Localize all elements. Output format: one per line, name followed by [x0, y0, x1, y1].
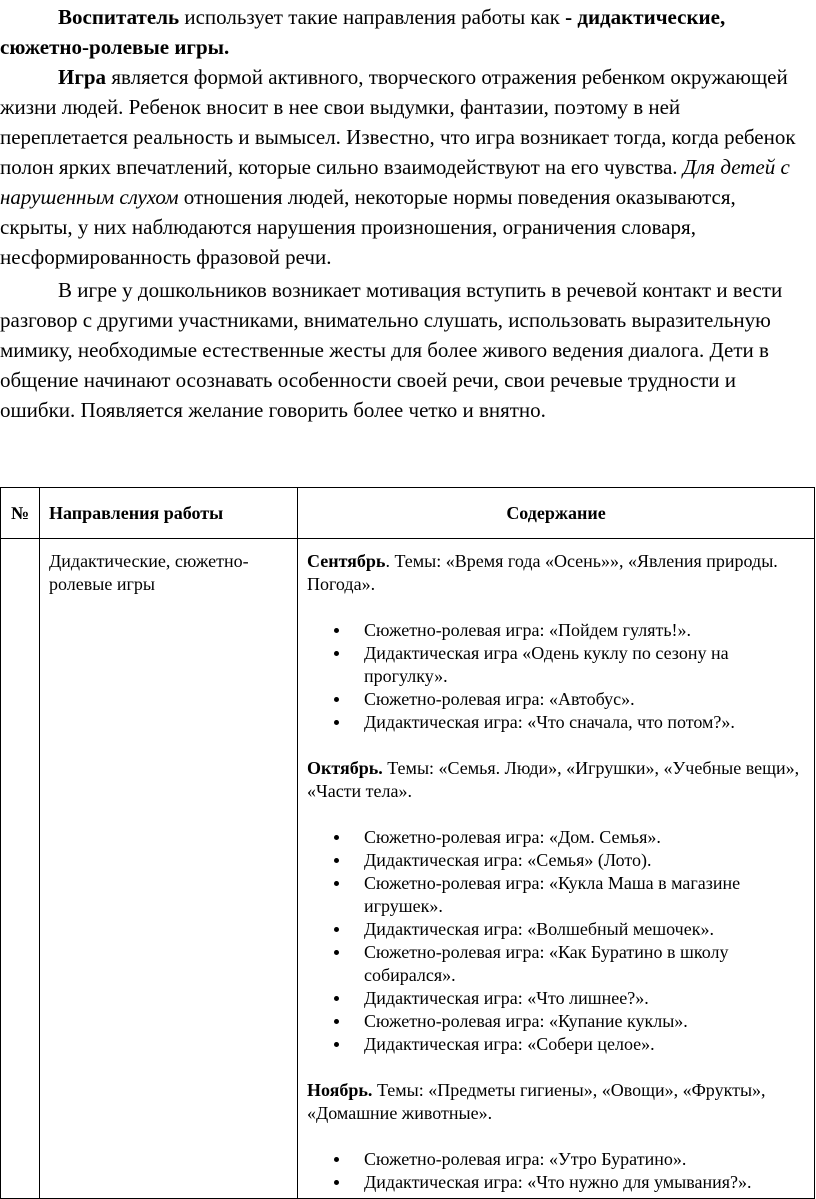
list-item: Дидактическая игра: «Собери целое».: [364, 1033, 804, 1056]
month-name: Октябрь.: [307, 758, 383, 778]
paragraph-teacher: [0, 2, 816, 62]
bold-term: - дидактические, сюжетно-ролевые игры.: [0, 5, 726, 59]
cell-content: [298, 539, 815, 1199]
paragraph-text: является формой активного, творческого отражения ребенком окружающей жизни людей. Ребенок вносит в нее свои выдумки, фантазии, поэтому в ней переплетается реальность и вымысел. Известно, что игра возникает тогда, когда ребенок полон ярких впечатлений, которые сильно взаимодействуют на его чувства.: [0, 65, 796, 179]
month-topics: . Темы: «Время года «Осень»», «Явления природы. Погода».: [307, 551, 778, 594]
month-topics: Темы: «Семья. Люди», «Игрушки», «Учебные вещи», «Части тела».: [307, 758, 800, 801]
table-header-row: [1, 488, 815, 539]
list-item: Дидактическая игра: «Что лишнее?».: [364, 987, 804, 1010]
games-list-november: [307, 1148, 804, 1194]
list-item: Сюжетно-ролевая игра: «Дом. Семья».: [364, 826, 804, 849]
list-item: Дидактическая игра: «Семья» (Лото).: [364, 849, 804, 872]
month-name: Ноябрь.: [307, 1080, 373, 1100]
month-september: [307, 550, 804, 596]
month-name: Сентябрь: [307, 551, 386, 571]
paragraph-text: В игре у дошкольников возникает мотивация вступить в речевой контакт и вести разговор с другими участниками, внимательно слушать, использовать выразительную мимику, необходимые естественные жесты для более живого ведения диалога. Дети в общение начинают осознавать особенности своей речи, свои речевые трудности и ошибки. Появляется желание говорить более четко и внятно.: [0, 278, 783, 422]
paragraph-text: отношения людей, некоторые нормы поведения оказываются, скрыты, у них наблюдаются нарушения произношения, ограничения словаря, несформированность фразовой речи.: [0, 185, 736, 269]
list-item: Дидактическая игра: «Что нужно для умывания?».: [364, 1171, 804, 1194]
games-list-september: [307, 619, 804, 734]
cell-direction: Дидактические, сюжетно-ролевые игры: [40, 539, 298, 1199]
month-topics: Темы: «Предметы гигиены», «Овощи», «Фрукты», «Домашние животные».: [307, 1080, 766, 1123]
list-item: Сюжетно-ролевая игра: «Кукла Маша в магазине игрушек».: [364, 872, 804, 918]
work-plan-table: [0, 487, 815, 1199]
list-item: Сюжетно-ролевая игра: «Пойдем гулять!».: [364, 619, 804, 642]
cell-number: [1, 539, 40, 1199]
list-item: Сюжетно-ролевая игра: «Автобус».: [364, 688, 804, 711]
games-list-october: [307, 826, 804, 1056]
paragraph-text: использует такие направления работы как: [179, 5, 566, 29]
paragraph-game: [0, 62, 812, 272]
list-item: Сюжетно-ролевая игра: «Утро Буратино».: [364, 1148, 804, 1171]
table-row: [1, 539, 815, 1199]
list-item: Дидактическая игра: «Волшебный мешочек».: [364, 918, 804, 941]
list-item: Сюжетно-ролевая игра: «Купание куклы».: [364, 1010, 804, 1033]
list-item: Сюжетно-ролевая игра: «Как Буратино в школу собирался».: [364, 941, 804, 987]
header-content: Содержание: [298, 488, 815, 539]
header-direction: Направления работы: [40, 488, 298, 539]
month-november: [307, 1079, 804, 1125]
header-number: №: [1, 488, 40, 539]
italic-phrase: Для детей с нарушенным слухом: [0, 155, 790, 209]
month-october: [307, 757, 804, 803]
paragraph-motivation: [0, 275, 812, 425]
bold-term: Игра: [58, 65, 107, 89]
list-item: Дидактическая игра: «Что сначала, что потом?».: [364, 711, 804, 734]
bold-term: Воспитатель: [58, 5, 180, 29]
list-item: Дидактическая игра «Одень куклу по сезону на прогулку».: [364, 642, 804, 688]
